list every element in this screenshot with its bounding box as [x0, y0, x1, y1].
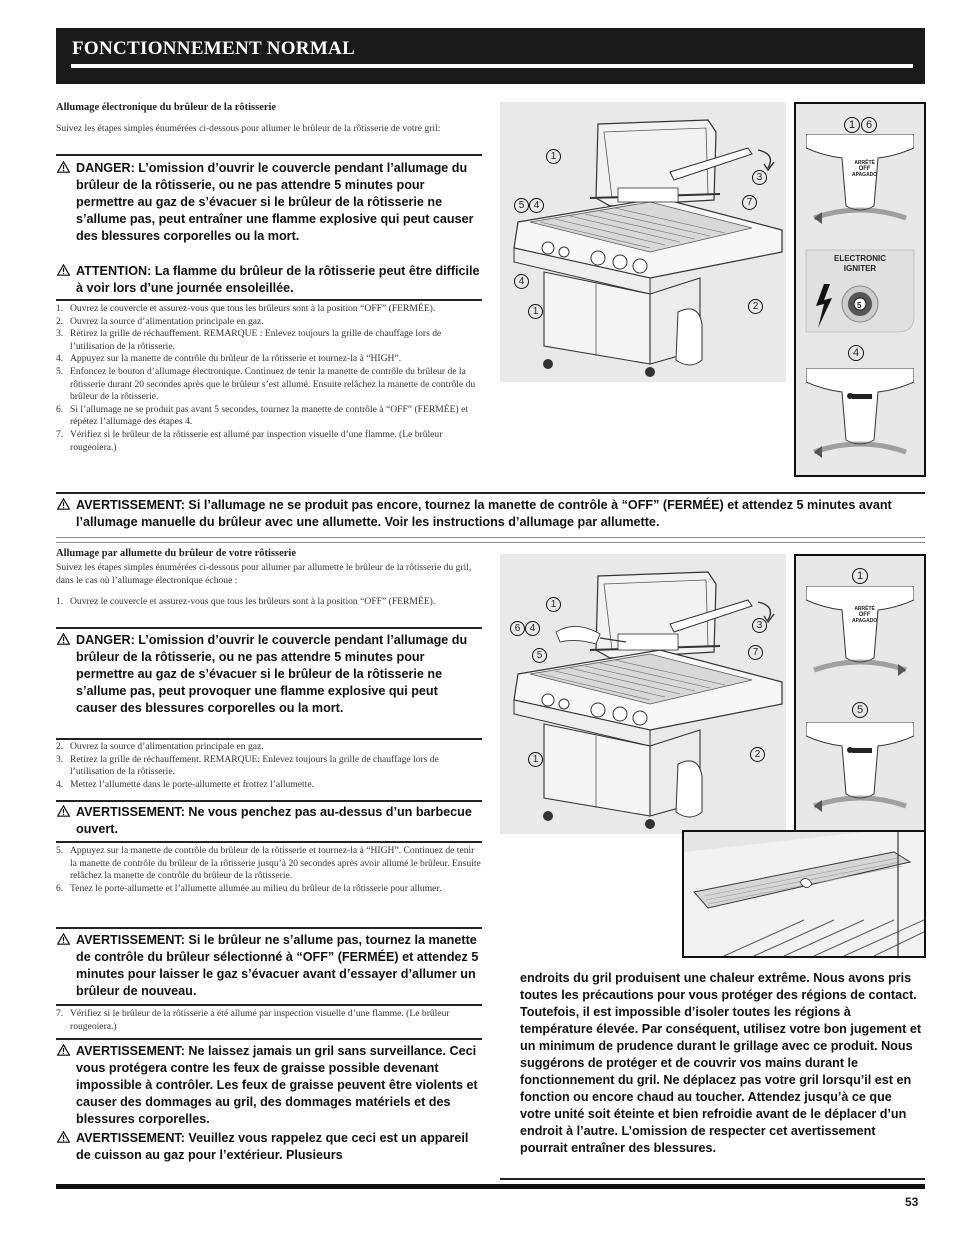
section2-danger: [56, 632, 481, 717]
divider: [56, 1038, 482, 1040]
list-item: 2. Ouvrez la source d’alimentation principale en gaz.: [56, 741, 264, 752]
list-item: 3. Retirez la grille de réchauffement. REMARQUE : Enlevez toujours la grille de chauffage lors de l’utilisation de la rôtisserie.: [56, 328, 442, 352]
warning-triangle-icon: [57, 1131, 70, 1143]
knob-labels: [852, 606, 877, 624]
section1-steps: [56, 303, 482, 454]
list-item: 7. Vérifiez si le brûleur de la rôtisserie a été allumé par inspection visuelle d’une flamme. (Le brûleur rougeoiera.): [56, 1008, 450, 1032]
callout-badge: 7: [742, 195, 757, 210]
divider: [56, 738, 482, 740]
callout-badge: 1: [528, 752, 543, 767]
list-item: 5. Appuyez sur la manette de contrôle du brûleur de la rôtisserie et tournez-la à “HIGH”. Continuez de tenir la manette de contrôle du brûleur de la rôtisserie jusqu’à 20 secondes après avoir allumé le brûleur. Ensuite relâchez la manette de contrôle du brûleur de la rôtisserie.: [56, 845, 481, 882]
grill-illustration-electronic: [500, 102, 786, 382]
igniter-label-line: IGNITER: [843, 264, 877, 273]
footer-rule: [56, 1184, 925, 1189]
warning-text: AVERTISSEMENT: Ne laissez jamais un gril sans surveillance. Ceci vous protégera contre les feux de graisse possible devenant impossible à contrôler. Les feux de graisse peuvent être violents et causer des dommages au gril, des dommages matériels et des blessures corporelles.: [76, 1044, 478, 1126]
grill-drawing: [500, 102, 786, 382]
burner-detail-drawing: [684, 832, 924, 956]
list-item: 6. Tenez le porte-allumette et l’allumette allumée au milieu du brûleur de la rôtisserie pour allumer.: [56, 882, 442, 894]
warning-triangle-icon: [57, 633, 70, 645]
divider: [56, 299, 482, 301]
section2-warning-remember: [56, 1130, 481, 1164]
grill-drawing: [500, 554, 786, 834]
knob-label: OFF: [858, 166, 871, 172]
danger-text: DANGER: L’omission d’ouvrir le couvercle pendant l’allumage du brûleur de la rôtisserie, ou ne pas attendre 5 minutes pour permettre au gaz de s’évacuer si le brûleur de la rôtisserie ne s’allume pas, peut provoquer une flamme explosive qui peut causer des blessures corporelles ou la mort.: [76, 633, 468, 715]
step-badge: 1: [852, 568, 868, 584]
control-knob-off-icon: [806, 134, 914, 236]
attention-text: ATTENTION: La flamme du brûleur de la rôtisserie peut être difficile à voir lors d’une journée ensoleillée.: [76, 264, 480, 295]
warning-triangle-icon: [57, 264, 70, 276]
match-steps-panel: [794, 554, 926, 832]
step-badge: 6: [861, 117, 877, 133]
section-header: [56, 28, 925, 84]
warning-triangle-icon: [57, 161, 70, 173]
section2-steps-b: [56, 845, 482, 895]
page-number: 53: [905, 1195, 919, 1209]
callout-badge: 4: [525, 621, 540, 636]
divider: [56, 841, 482, 843]
section2-intro: Suivez les étapes simples énumérées ci-dessous pour allumer par allumette le brûleur de la rôtisserie du gril, dans le cas où l’allumage électronique échoue :: [56, 562, 472, 586]
knob-label: ARRÊTÉ: [854, 606, 875, 612]
danger-text: DANGER: L’omission d’ouvrir le couvercle pendant l’allumage du brûleur de la rôtisserie, ou ne pas attendre 5 minutes pour permettre au gaz de s’évacuer si le brûleur de la rôtisserie ne s’allume pas, peut entraîner une flamme explosive qui peut causer des blessures corporelles ou la mort.: [76, 161, 474, 243]
divider: [500, 1178, 925, 1180]
step-badge: 4: [848, 345, 864, 361]
section2-steps-a: [56, 741, 482, 791]
divider: [56, 492, 925, 494]
section2-warning-lean: [56, 804, 481, 838]
divider: [56, 800, 482, 802]
section1-intro: Suivez les étapes simples énumérées ci-dessous pour allumer le brûleur de la rôtisserie de votre gril:: [56, 123, 441, 134]
callout-badge: 3: [752, 618, 767, 633]
step-badge: 1: [844, 117, 860, 133]
callout-badge: 1: [528, 304, 543, 319]
step-badge: 5: [852, 702, 868, 718]
igniter-badge: 5: [857, 301, 862, 310]
control-knob-high-icon: [806, 368, 914, 470]
list-item: 4. Mettez l’allumette dans le porte-allumette et frottez l’allumette.: [56, 778, 315, 790]
warning-text: AVERTISSEMENT: Si le brûleur ne s’allume pas, tournez la manette de contrôle du brûleur sélectionné à “OFF” (FERMÉE) et attendez 5 minutes pour laisser le gaz s’évacuer avant d’essayer d’allumer un brûleur de nouveau.: [76, 933, 479, 998]
section1-heading: Allumage électronique du brûleur de la rôtisserie: [56, 102, 277, 113]
grill-illustration-match: [500, 554, 786, 834]
list-item: 6. Si l’allumage ne se produit pas avant 5 secondes, tournez la manette de contrôle à “OFF” (FERMÉE) et répétez l’allumage des étapes 4.: [56, 403, 469, 428]
callout-badge: 6: [510, 621, 525, 636]
warning-triangle-icon: [57, 498, 70, 510]
callout-badge: 2: [750, 747, 765, 762]
knob-label: ARRÊTÉ: [854, 160, 875, 166]
warning-triangle-icon: [57, 805, 70, 817]
callout-badge: 1: [546, 597, 561, 612]
callout-badge: 4: [529, 198, 544, 213]
section2-warning-never: [56, 1043, 481, 1128]
section2-warning-continued: endroits du gril produisent une chaleur extrême. Nous avons pris toutes les précautions pour vous protéger des régions de contact. Toutefois, il est impossible d’isoler toutes les régions à température élevée. Par conséquent, utilisez votre bon jugement et un minimum de prudence durant le grillage avec ce produit. Nous suggérons de protéger et de couvrir vos mains durant le fonctionnement du gril. Ne déplacez pas votre gril lorsqu’il est en fonction ou encore chaud au toucher. Attendez jusqu’à ce que votre unité soit éteinte et bien refroidie avant de le déplacer d’un endroit à l’autre. L’omission de respecter cet avertissement pourrait entraîner des blessures.: [520, 971, 922, 1155]
divider: [56, 927, 482, 929]
callout-badge: 5: [514, 198, 529, 213]
divider: [56, 154, 482, 156]
callout-badge: 3: [752, 170, 767, 185]
list-item: 5. Enfoncez le bouton d’allumage électronique. Continuez de tenir la manette de contrôle du brûleur de la rôtisserie durant 20 secondes après que le brûleur s’est allumé. Ensuite relâchez la manette de contrôle du brûleur de la rôtisserie.: [56, 365, 476, 403]
rotisserie-burner-detail: [682, 830, 926, 958]
header-underline: [71, 64, 913, 68]
igniter-label: [822, 254, 898, 274]
section2-step7: [56, 1008, 482, 1033]
control-knob-off-icon: [806, 586, 914, 688]
knob-label: OFF: [858, 612, 871, 618]
list-item: 3. Retirez la grille de réchauffement. REMARQUE: Enlevez toujours la grille de chauffage lors de l’utilisation de la rôtisserie.: [56, 753, 439, 778]
section2-step1: [56, 596, 482, 609]
list-item: 4. Appuyez sur la manette de contrôle du brûleur de la rôtisserie et tournez-la à “HIGH”.: [56, 353, 402, 365]
warning-text: AVERTISSEMENT: Veuillez vous rappelez que ceci est un appareil de cuisson au gaz pour l’extérieur. Plusieurs: [76, 1131, 469, 1162]
list-item: 2. Ouvrez la source d’alimentation principale en gaz.: [56, 315, 264, 327]
knob-labels: [852, 160, 877, 178]
divider: [56, 627, 482, 629]
igniter-label-line: ELECTRONIC: [834, 254, 886, 263]
warning-triangle-icon: [57, 1044, 70, 1056]
callout-badge: 7: [748, 645, 763, 660]
ignition-steps-panel: [794, 102, 926, 477]
warning-text: AVERTISSEMENT: Si l’allumage ne se produit pas encore, tournez la manette de contrôle à “OFF” (FERMÉE) et attendez 5 minutes avant l’allumage manuelle du brûleur avec une allumette. Voir les instructions d’allumage par allumette.: [76, 498, 892, 529]
section1-attention: [56, 263, 481, 297]
warning-triangle-icon: [57, 933, 70, 945]
section1-danger: [56, 160, 481, 245]
section2-warning-noignite: [56, 932, 481, 1000]
section1-warning: [56, 497, 925, 531]
control-knob-high-icon: [806, 722, 914, 824]
callout-badge: 1: [546, 149, 561, 164]
callout-badge: 5: [532, 648, 547, 663]
step-badges: [844, 117, 877, 133]
callout-badge: 2: [748, 299, 763, 314]
divider: [56, 537, 925, 538]
divider: [56, 1004, 482, 1006]
list-item: 1. Ouvrez le couvercle et assurez-vous que tous les brûleurs sont à la position “OFF” (FERMÉE).: [56, 596, 436, 607]
knob-label: APAGADO: [852, 172, 878, 178]
knob-label: APAGADO: [852, 618, 878, 624]
page-title: FONCTIONNEMENT NORMAL: [72, 38, 356, 59]
warning-text: AVERTISSEMENT: Ne vous penchez pas au-dessus d’un barbecue ouvert.: [76, 805, 472, 836]
callout-badge: 4: [514, 274, 529, 289]
section2-heading: Allumage par allumette du brûleur de votre rôtisserie: [56, 548, 297, 559]
list-item: 7. Vérifiez si le brûleur de la rôtisserie est allumé par inspection visuelle d’une flamme. (Le brûleur rougeoiera.): [56, 428, 443, 453]
list-item: 1. Ouvrez le couvercle et assurez-vous que tous les brûleurs sont à la position “OFF” (FERMÉE).: [56, 303, 436, 314]
divider: [56, 542, 925, 543]
